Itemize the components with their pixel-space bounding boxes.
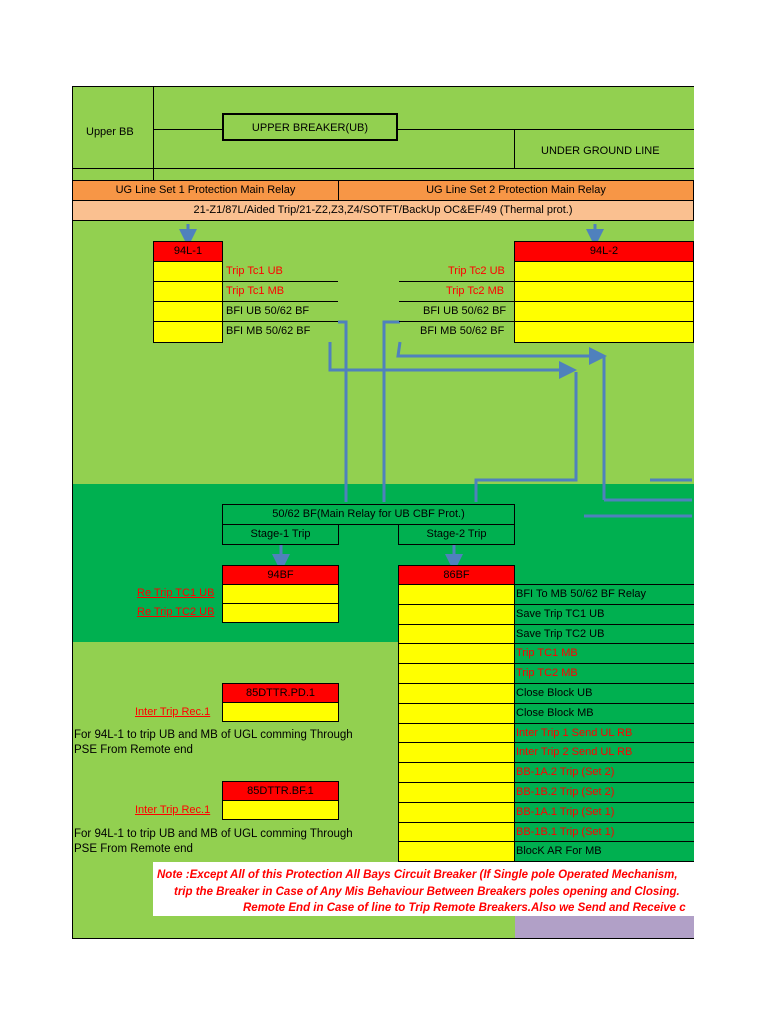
relay-functions: 21-Z1/87L/Aided Trip/21-Z2,Z3,Z4/SOTFT/BackUp OC&EF/49 (Thermal prot.) xyxy=(72,200,694,221)
set1-relay-title: UG Line Set 1 Protection Main Relay xyxy=(72,180,339,201)
set2-relay-title: UG Line Set 2 Protection Main Relay xyxy=(338,180,694,201)
relay-94l2-line-1 xyxy=(399,281,514,282)
relay-86bf-output-label: BFI To MB 50/62 BF Relay xyxy=(514,584,694,605)
relay-94l1-item-1: Trip Tc1 UB xyxy=(226,265,283,277)
relay-86bf-row xyxy=(398,683,515,704)
relay-94l1-row-3 xyxy=(153,301,223,322)
relay-94l2-row-3 xyxy=(514,301,694,322)
relay-94l2-line-2 xyxy=(399,301,514,302)
relay-86bf-output-label: Inter Trip 2 Send UL RB xyxy=(514,742,694,763)
relay-86bf-title: 86BF xyxy=(398,565,515,585)
relay-94l2-row-2 xyxy=(514,281,694,302)
relay-86bf-output-label: Inter Trip 1 Send UL RB xyxy=(514,723,694,744)
relay-94bf-row-2 xyxy=(222,603,339,623)
relay-94l2-row-1 xyxy=(514,261,694,282)
relay-86bf-row xyxy=(398,584,515,605)
relay-94l1-line-1 xyxy=(223,281,338,282)
route-down-2 xyxy=(476,372,576,502)
retrip-tc1-ub: Re Trip TC1 UB xyxy=(137,587,215,599)
dttr1-note-line1: For 94L-1 to trip UB and MB of UGL comming Through xyxy=(74,729,353,741)
relay-94l1-item-2: Trip Tc1 MB xyxy=(226,285,285,297)
upper-breaker-box: UPPER BREAKER(UB) xyxy=(222,113,398,141)
relay-86bf-row xyxy=(398,643,515,664)
relay-94l1-row-1 xyxy=(153,261,223,282)
relay-86bf-output-label: BlocK AR For MB xyxy=(514,841,694,862)
dttr1-note-line2: PSE From Remote end xyxy=(74,744,193,756)
relay-86bf-output-label: BB-1B.2 Trip (Set 2) xyxy=(514,782,694,803)
relay-94l1-row-4 xyxy=(153,321,223,343)
relay-86bf-row xyxy=(398,822,515,843)
dttr2-note-line1: For 94L-1 to trip UB and MB of UGL comming Through xyxy=(74,828,353,840)
relay-86bf-row xyxy=(398,624,515,645)
dttr2-note-line2: PSE From Remote end xyxy=(74,843,193,855)
relay-85dttr-bf1-row xyxy=(222,800,339,820)
relay-85dttr-pd1-title: 85DTTR.PD.1 xyxy=(222,683,339,703)
relay-86bf-row xyxy=(398,703,515,724)
stage1-trip: Stage-1 Trip xyxy=(222,524,339,545)
relay-86bf-output-label: Trip TC1 MB xyxy=(514,643,694,664)
relay-86bf-output-label: BB-1A.1 Trip (Set 1) xyxy=(514,802,694,823)
relay-86bf-row xyxy=(398,841,515,862)
relay-86bf-output-label: Save Trip TC2 UB xyxy=(514,624,694,645)
relay-86bf-row xyxy=(398,604,515,625)
bfi-ub-l1-to-bf xyxy=(338,322,346,502)
relay-94l2-item-2: Trip Tc2 MB xyxy=(446,285,505,297)
relay-86bf-row xyxy=(398,742,515,763)
relay-86bf-output-label: Save Trip TC1 UB xyxy=(514,604,694,625)
relay-94l2-row-4 xyxy=(514,321,694,343)
relay-86bf-output-label: BB-1A.2 Trip (Set 2) xyxy=(514,762,694,783)
dttr1-inter-trip: Inter Trip Rec.1 xyxy=(135,706,211,718)
relay-94l1-line-3 xyxy=(223,321,338,322)
relay-94l2-line-3 xyxy=(399,321,514,322)
relay-86bf-output-label: Close Block MB xyxy=(514,703,694,724)
relay-86bf-output-label: Trip TC2 MB xyxy=(514,663,694,684)
relay-94l1-item-4: BFI MB 50/62 BF xyxy=(226,325,311,337)
relay-94l2-title: 94L-2 xyxy=(514,241,694,262)
dttr2-inter-trip: Inter Trip Rec.1 xyxy=(135,804,211,816)
note-lavender-strip xyxy=(515,916,694,938)
relay-86bf-row xyxy=(398,762,515,783)
relay-86bf-output-label: Close Block UB xyxy=(514,683,694,704)
stage2-trip: Stage-2 Trip xyxy=(398,524,515,545)
relay-94l1-title: 94L-1 xyxy=(153,241,223,262)
note-line3: Remote End in Case of line to Trip Remote Breakers.Also we Send and Receive c xyxy=(243,902,686,914)
relay-94l2-item-3: BFI UB 50/62 BF xyxy=(423,305,507,317)
relay-94l1-line-2 xyxy=(223,301,338,302)
relay-94l2-item-1: Trip Tc2 UB xyxy=(448,265,505,277)
note-line1: Note :Except All of this Protection All Bays Circuit Breaker (If Single pole Operated Mechanism, xyxy=(157,869,678,881)
relay-94l2-item-4: BFI MB 50/62 BF xyxy=(420,325,505,337)
relay-86bf-row xyxy=(398,663,515,684)
relay-85dttr-bf1-title: 85DTTR.BF.1 xyxy=(222,781,339,801)
relay-94bf-title: 94BF xyxy=(222,565,339,585)
relay-94l1-row-2 xyxy=(153,281,223,302)
relay-86bf-row xyxy=(398,782,515,803)
relay-86bf-output-label: BB-1B.1 Trip (Set 1) xyxy=(514,822,694,843)
relay-86bf-row xyxy=(398,802,515,823)
relay-94l1-item-3: BFI UB 50/62 BF xyxy=(226,305,310,317)
retrip-tc2-ub: Re Trip TC2 UB xyxy=(137,606,215,618)
note-line2: trip the Breaker in Case of Any Mis Behaviour Between Breakers poles opening and Closing. xyxy=(174,886,680,898)
under-ground-line-label: UNDER GROUND LINE xyxy=(541,145,660,157)
upper-bb-label: Upper BB xyxy=(86,126,134,138)
relay-94bf-row-1 xyxy=(222,584,339,604)
relay-86bf-row xyxy=(398,723,515,744)
relay-85dttr-pd1-row xyxy=(222,702,339,722)
bfi-mb-l2-route xyxy=(398,342,598,356)
bf-relay-title: 50/62 BF(Main Relay for UB CBF Prot.) xyxy=(222,504,515,525)
